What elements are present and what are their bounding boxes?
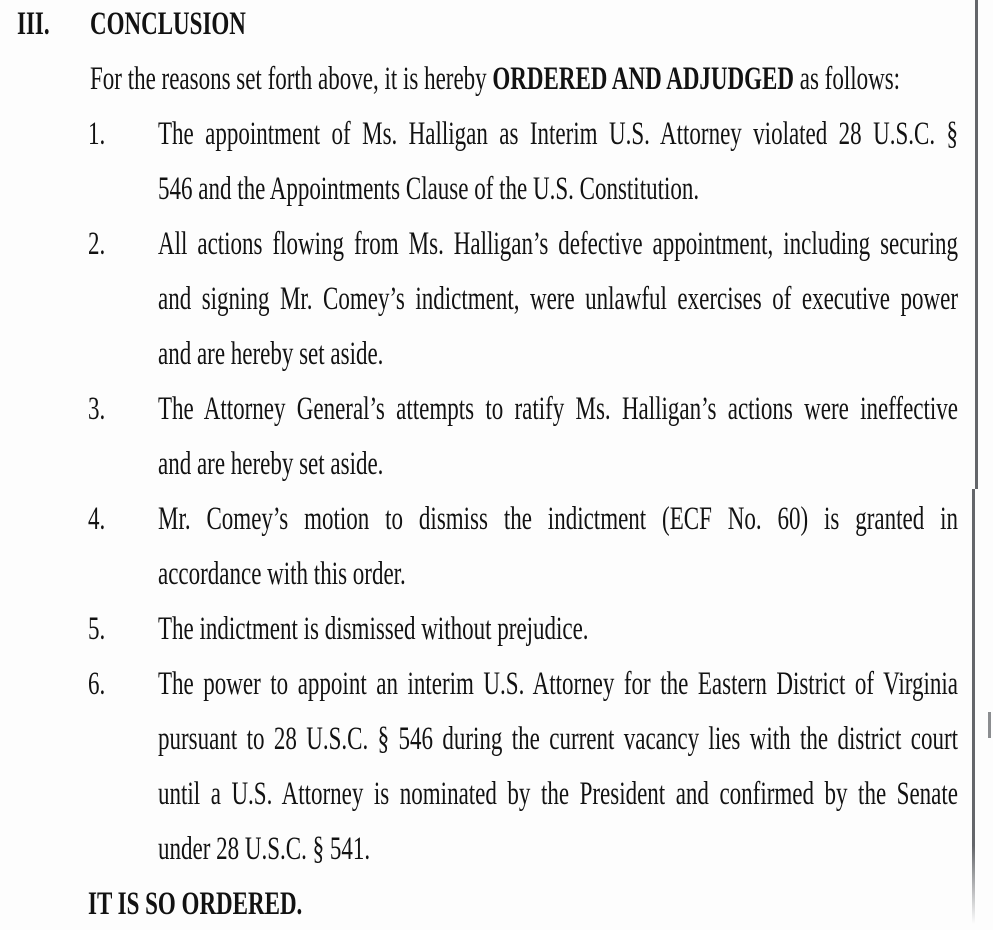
intro-paragraph [0, 51, 993, 106]
item-4-number: 4. [88, 499, 106, 536]
intro-emphasis: ORDERED AND ADJUDGED [492, 59, 794, 96]
intro-pre: For the reasons set forth above, it is hereby [90, 59, 493, 96]
item-3-number: 3. [88, 389, 106, 426]
item-4-line-2: accordance with this order. [158, 554, 406, 591]
page-edge-line-upper [975, 0, 978, 489]
item-3-line-1: The Attorney General’s attempts to ratify Ms. Halligan’s actions were ineffective [158, 389, 958, 426]
item-6-line-2: pursuant to 28 U.S.C. § 546 during the current vacancy lies with the district court [158, 719, 958, 756]
closing-statement [0, 876, 993, 930]
item-5-line-1: The indictment is dismissed without prejudice. [158, 609, 589, 646]
list-item-6-cont [0, 711, 993, 766]
list-item-6-cont [0, 766, 993, 821]
item-1-line-2: 546 and the Appointments Clause of the U.S. Constitution. [158, 169, 700, 206]
section-numeral: III. [17, 4, 50, 41]
list-item-3 [0, 381, 993, 436]
section-title: CONCLUSION [90, 4, 246, 41]
list-item-2 [0, 216, 993, 271]
item-2-line-3: and are hereby set aside. [158, 334, 384, 371]
list-item-2-cont [0, 271, 993, 326]
item-1-line-1: The appointment of Ms. Halligan as Interim U.S. Attorney violated 28 U.S.C. § [158, 114, 958, 151]
list-item-6 [0, 656, 993, 711]
item-6-line-4: under 28 U.S.C. § 541. [158, 829, 371, 866]
item-3-line-2: and are hereby set aside. [158, 444, 384, 481]
item-6-line-1: The power to appoint an interim U.S. Attorney for the Eastern District of Virginia [158, 664, 958, 701]
list-item-1-cont [0, 161, 993, 216]
list-item-5 [0, 601, 993, 656]
list-item-1 [0, 106, 993, 161]
section-heading-text [17, 5, 246, 42]
item-2-line-2: and signing Mr. Comey’s indictment, were unlawful exercises of executive power [158, 279, 958, 316]
list-item-4 [0, 491, 993, 546]
scan-artifact-tick [988, 712, 991, 738]
item-2-number: 2. [88, 224, 106, 261]
list-item-6-cont [0, 821, 993, 876]
intro-post: as follows: [794, 59, 901, 96]
list-item-3-cont [0, 436, 993, 491]
item-6-number: 6. [88, 664, 106, 701]
list-item-2-cont [0, 326, 993, 381]
item-5-number: 5. [88, 609, 106, 646]
closing-statement-text: IT IS SO ORDERED. [88, 884, 303, 921]
item-6-line-3: until a U.S. Attorney is nominated by the President and confirmed by the Senate [158, 774, 958, 811]
item-1-number: 1. [88, 114, 106, 151]
item-2-line-1: All actions flowing from Ms. Halligan’s defective appointment, including securing [158, 224, 958, 261]
page-edge-line-lower [972, 489, 975, 924]
section-heading [0, 0, 993, 51]
intro-paragraph-text [90, 60, 900, 97]
list-item-4-cont [0, 546, 993, 601]
item-4-line-1: Mr. Comey’s motion to dismiss the indictment (ECF No. 60) is granted in [158, 499, 958, 536]
